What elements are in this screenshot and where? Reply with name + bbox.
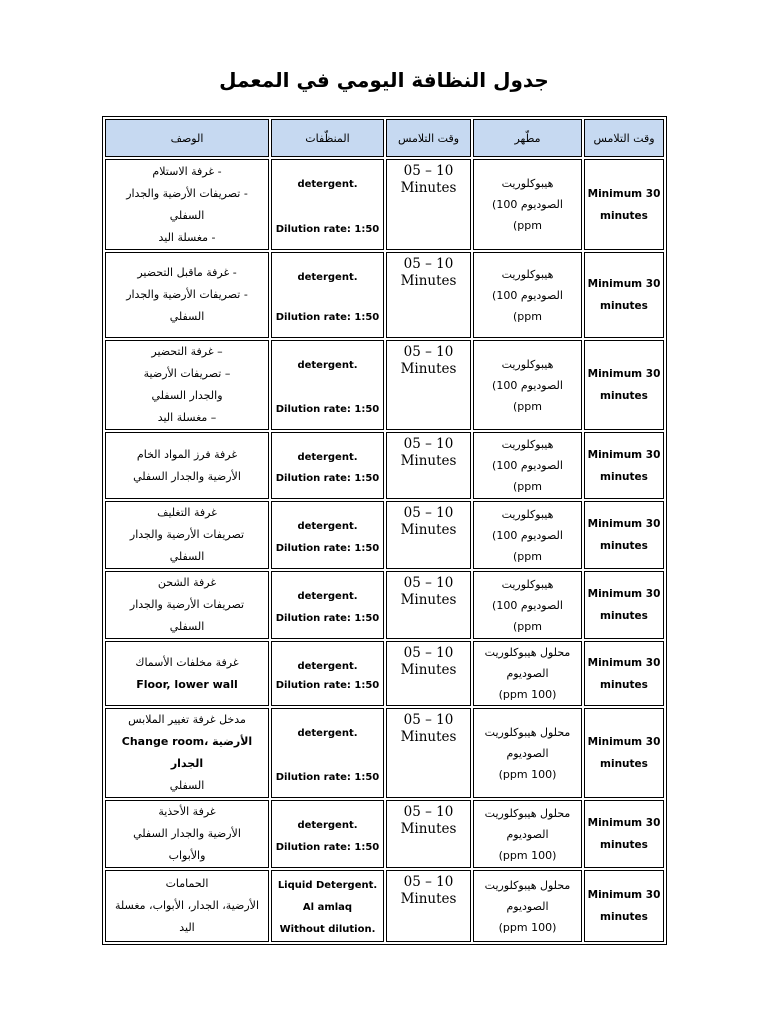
- contact-time-line: minutes: [600, 209, 648, 222]
- description-line: - غرفة الاستلام: [152, 164, 222, 178]
- contact-time-line: minutes: [600, 540, 648, 552]
- description-line: غرفة الشحن: [157, 576, 217, 589]
- cleaner-cell: [271, 571, 384, 639]
- contact-time-cell: [584, 340, 664, 430]
- contact-time-line: Minimum 30: [587, 368, 661, 380]
- description-line: - تصريفات الأرضية والجدار: [126, 186, 248, 200]
- sanitizer-line: الصوديوم 100): [492, 288, 563, 302]
- sanitizer-line: محلول هيبوكلوريت: [484, 806, 571, 820]
- description-line: Change roomالأرضية ، الجدار: [121, 735, 253, 770]
- description-line: Floor, lower wall: [136, 677, 238, 691]
- cleaner-line: detergent.: [297, 179, 358, 190]
- table-row: [105, 708, 664, 798]
- contact-time-line: minutes: [600, 300, 648, 312]
- exposure-time-cell: [386, 501, 471, 569]
- table-row: [105, 252, 664, 338]
- exposure-time-cell: [386, 641, 471, 706]
- description-cell: [105, 870, 269, 942]
- contact-time-line: Minimum 30: [587, 736, 661, 748]
- table-row: [105, 870, 664, 942]
- cleaner-cell: [271, 641, 384, 706]
- table-row: [105, 571, 664, 639]
- contact-time-line: minutes: [600, 610, 648, 622]
- exposure-time-line: Minutes: [400, 522, 457, 538]
- cleaner-cell: [271, 159, 384, 250]
- sanitizer-line: (100 ppm): [498, 767, 557, 781]
- table-row: [105, 641, 664, 706]
- cleaner-cell: [271, 800, 384, 868]
- schedule-table: [102, 116, 667, 945]
- table-row: [105, 159, 664, 250]
- sanitizer-cell: [473, 252, 582, 338]
- sanitizer-cell: [473, 571, 582, 639]
- exposure-time-cell: [386, 432, 471, 499]
- exposure-time-line: 05 – 10: [403, 575, 454, 591]
- contact-time-line: Minimum 30: [587, 889, 661, 901]
- exposure-time-line: Minutes: [400, 662, 457, 678]
- sanitizer-cell: [473, 641, 582, 706]
- cleaner-line: Without dilution.: [279, 924, 376, 935]
- sanitizer-cell: [473, 501, 582, 569]
- exposure-time-line: 05 – 10: [403, 344, 454, 360]
- cleaner-line: detergent.: [297, 272, 358, 283]
- exposure-time-cell: [386, 870, 471, 942]
- sanitizer-line: (100 ppm): [498, 920, 557, 934]
- sanitizer-cell: [473, 340, 582, 430]
- page-title: جدول النظافة اليومي في المعمل: [219, 68, 549, 92]
- exposure-time-line: 05 – 10: [403, 163, 454, 179]
- cleaner-line: detergent.: [297, 591, 358, 602]
- description-line: والجدار السفلي: [151, 389, 223, 402]
- sanitizer-line: (100 ppm): [498, 688, 557, 701]
- cleaner-dilution: Dilution rate: 1:50: [275, 312, 380, 323]
- exposure-time-line: Minutes: [400, 180, 457, 196]
- sanitizer-line: هيبوكلوريت: [501, 357, 554, 371]
- contact-time-line: minutes: [600, 470, 648, 483]
- cleaner-dilution: Dilution rate: 1:50: [275, 473, 380, 484]
- cleaner-cell: [271, 340, 384, 430]
- exposure-time-line: Minutes: [400, 453, 457, 469]
- exposure-time-line: 05 – 10: [403, 804, 454, 820]
- exposure-time-cell: [386, 708, 471, 798]
- description-cell: [105, 800, 269, 868]
- description-cell: [105, 641, 269, 706]
- sanitizer-cell: [473, 432, 582, 499]
- sanitizer-line: ppm): [513, 619, 542, 633]
- cleaner-cell: [271, 501, 384, 569]
- table-row: [105, 340, 664, 430]
- sanitizer-line: الصوديوم 100): [492, 198, 563, 211]
- cleaner-dilution: Dilution rate: 1:50: [275, 404, 380, 415]
- contact-time-line: Minimum 30: [587, 187, 661, 200]
- contact-time-line: minutes: [600, 678, 648, 691]
- exposure-time-line: Minutes: [400, 891, 457, 907]
- description-line: السفلي: [169, 208, 205, 222]
- cleaner-dilution: Dilution rate: 1:50: [275, 224, 380, 235]
- description-line: الأرضية والجدار السفلي والأبواب: [133, 827, 241, 862]
- cleaner-dilution: Dilution rate: 1:50: [275, 613, 380, 624]
- sanitizer-line: هيبوكلوريت: [501, 507, 554, 521]
- table-row: [105, 432, 664, 499]
- description-line: تصريفات الأرضية والجدار: [129, 528, 245, 541]
- contact-time-cell: [584, 432, 664, 499]
- description-cell: [105, 708, 269, 798]
- description-line: - تصريفات الأرضية والجدار: [126, 288, 248, 301]
- description-line: غرفة فرز المواد الخام: [136, 447, 238, 461]
- exposure-time-cell: [386, 571, 471, 639]
- cleaner-line: detergent.: [297, 728, 358, 739]
- contact-time-line: Minimum 30: [587, 588, 661, 600]
- sanitizer-line: ppm): [513, 219, 542, 232]
- cleaner-line: detergent.: [297, 661, 358, 672]
- sanitizer-line: ppm): [513, 399, 542, 413]
- contact-time-line: minutes: [600, 911, 648, 923]
- contact-time-cell: [584, 641, 664, 706]
- sanitizer-line: الصوديوم 100): [492, 459, 563, 472]
- header-cleaners: المنظّفات: [271, 119, 384, 157]
- header-description: الوصف: [105, 119, 269, 157]
- cleaner-cell: [271, 252, 384, 338]
- description-cell: [105, 252, 269, 338]
- description-line: الأرضية والجدار السفلي: [133, 469, 241, 483]
- sanitizer-line: الصوديوم: [506, 746, 549, 760]
- exposure-time-line: Minutes: [400, 821, 457, 837]
- cleaner-line: Al amlaq: [302, 902, 353, 913]
- sanitizer-line: هيبوكلوريت: [501, 267, 554, 281]
- sanitizer-line: هيبوكلوريت: [501, 438, 554, 451]
- sanitizer-line: الصوديوم 100): [492, 598, 563, 612]
- cleaner-line: detergent.: [297, 521, 358, 532]
- exposure-time-line: 05 – 10: [403, 712, 454, 728]
- contact-time-line: minutes: [600, 839, 648, 851]
- description-line: - غرفة ماقبل التحضير: [137, 266, 237, 279]
- description-line: غرفة مخلفات الأسماك: [135, 655, 239, 669]
- cleaner-line: detergent.: [297, 452, 358, 463]
- contact-time-cell: [584, 870, 664, 942]
- contact-time-line: minutes: [600, 758, 648, 770]
- description-line: السفلي: [169, 779, 205, 792]
- exposure-time-cell: [386, 800, 471, 868]
- sanitizer-line: ppm): [513, 309, 542, 323]
- contact-time-cell: [584, 159, 664, 250]
- header-exposure-time: وقت التلامس: [386, 119, 471, 157]
- cleaner-cell: [271, 870, 384, 942]
- description-line: تصريفات الأرضية والجدار: [129, 598, 245, 611]
- cleaner-line: detergent.: [297, 360, 358, 371]
- description-line: - مغسلة اليد: [158, 230, 216, 244]
- sanitizer-line: الصوديوم: [506, 667, 549, 680]
- sanitizer-line: الصوديوم: [506, 827, 549, 841]
- cleaning-schedule: [102, 116, 665, 945]
- contact-time-cell: [584, 501, 664, 569]
- contact-time-line: Minimum 30: [587, 278, 661, 290]
- header-sanitizer: مطّهر: [473, 119, 582, 157]
- sanitizer-cell: [473, 870, 582, 942]
- table-row: [105, 501, 664, 569]
- exposure-time-line: 05 – 10: [403, 505, 454, 521]
- contact-time-cell: [584, 708, 664, 798]
- contact-time-line: Minimum 30: [587, 448, 661, 461]
- description-line: مدخل غرفة تغيير الملابس: [128, 713, 246, 726]
- exposure-time-line: 05 – 10: [403, 256, 454, 272]
- sanitizer-line: الصوديوم 100): [492, 528, 563, 542]
- cleaner-lines: [272, 871, 383, 941]
- description-line: غرفة التغليف: [157, 506, 217, 519]
- exposure-time-line: 05 – 10: [403, 436, 454, 452]
- cleaner-cell: [271, 432, 384, 499]
- contact-time-cell: [584, 571, 664, 639]
- sanitizer-cell: [473, 800, 582, 868]
- exposure-time-line: Minutes: [400, 729, 457, 745]
- description-line: السفلي: [169, 310, 205, 323]
- description-line: اليد: [179, 921, 195, 934]
- sanitizer-line: ppm): [513, 480, 542, 493]
- description-cell: [105, 340, 269, 430]
- contact-time-line: minutes: [600, 390, 648, 402]
- description-line: الأرضية، الجدار، الأبواب، مغسلة: [114, 899, 260, 912]
- description-cell: [105, 571, 269, 639]
- description-cell: [105, 501, 269, 569]
- cleaner-dilution: Dilution rate: 1:50: [275, 543, 380, 554]
- sanitizer-line: هيبوكلوريت: [501, 577, 554, 591]
- header-contact-time: وقت التلامس: [584, 119, 664, 157]
- exposure-time-line: Minutes: [400, 592, 457, 608]
- exposure-time-line: 05 – 10: [403, 874, 454, 890]
- exposure-time-cell: [386, 252, 471, 338]
- description-line: – غرفة التحضير: [151, 345, 223, 358]
- cleaner-line: Liquid Detergent.: [277, 880, 378, 891]
- cleaner-line: detergent.: [297, 820, 358, 831]
- description-cell: [105, 432, 269, 499]
- contact-time-line: Minimum 30: [587, 817, 661, 829]
- contact-time-cell: [584, 252, 664, 338]
- exposure-time-line: 05 – 10: [403, 645, 454, 661]
- sanitizer-cell: [473, 708, 582, 798]
- sanitizer-line: هيبوكلوريت: [501, 177, 554, 190]
- contact-time-line: Minimum 30: [587, 518, 661, 530]
- exposure-time-cell: [386, 340, 471, 430]
- contact-time-line: Minimum 30: [587, 656, 661, 669]
- contact-time-cell: [584, 800, 664, 868]
- description-line: غرفة الأحذية: [158, 805, 216, 818]
- sanitizer-line: محلول هيبوكلوريت: [484, 878, 571, 892]
- description-line: الحمامات: [165, 877, 209, 890]
- exposure-time-line: Minutes: [400, 361, 457, 377]
- description-cell: [105, 159, 269, 250]
- sanitizer-line: محلول هيبوكلوريت: [484, 646, 571, 659]
- table-body: [105, 159, 664, 942]
- table-row: [105, 800, 664, 868]
- sanitizer-line: الصوديوم: [506, 899, 549, 913]
- description-line: – مغسلة اليد: [157, 411, 217, 424]
- sanitizer-line: (100 ppm): [498, 848, 557, 862]
- header-row: [105, 119, 664, 157]
- cleaner-cell: [271, 708, 384, 798]
- exposure-time-cell: [386, 159, 471, 250]
- sanitizer-line: الصوديوم 100): [492, 378, 563, 392]
- exposure-time-line: Minutes: [400, 273, 457, 289]
- description-line: – تصريفات الأرضية: [143, 367, 231, 380]
- sanitizer-line: محلول هيبوكلوريت: [484, 725, 571, 739]
- description-line: السفلي: [169, 550, 205, 563]
- description-line: السفلي: [169, 620, 205, 633]
- cleaner-dilution: Dilution rate: 1:50: [275, 772, 380, 783]
- sanitizer-cell: [473, 159, 582, 250]
- sanitizer-line: ppm): [513, 549, 542, 563]
- cleaner-dilution: Dilution rate: 1:50: [275, 680, 380, 691]
- cleaner-dilution: Dilution rate: 1:50: [275, 842, 380, 853]
